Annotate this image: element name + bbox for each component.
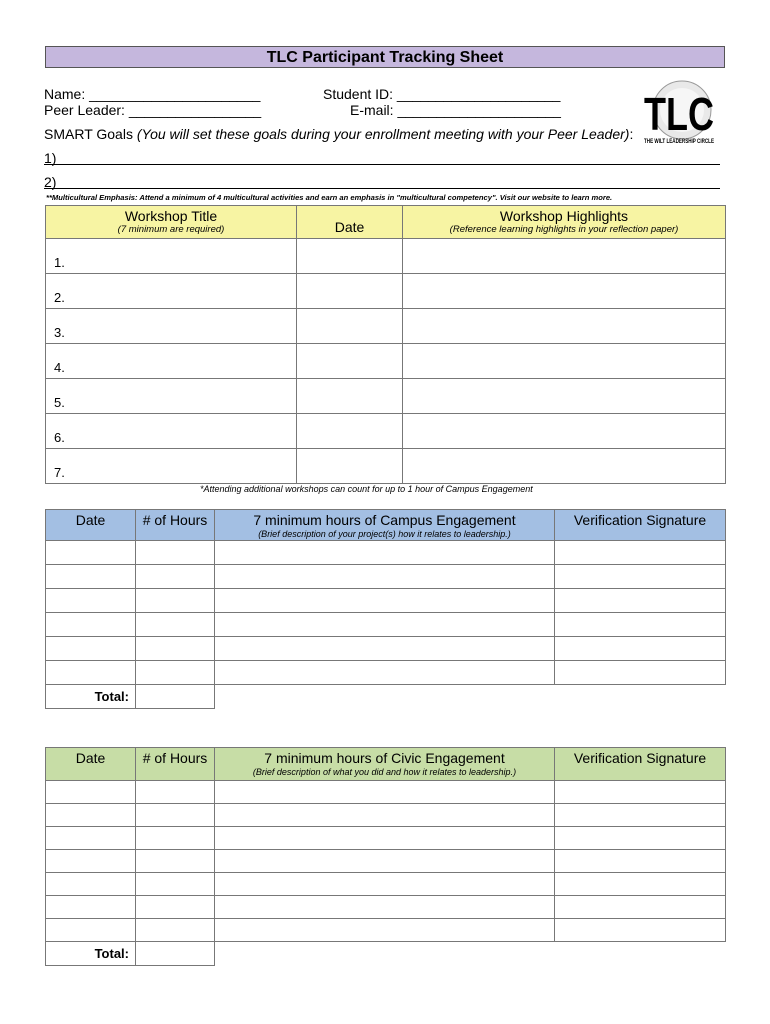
workshop-title-cell[interactable]: 6. (46, 414, 297, 449)
campus-total-spacer (215, 685, 555, 709)
civic-description-header (215, 748, 555, 781)
workshop-date-cell[interactable] (297, 379, 403, 414)
civic-total-hours-cell[interactable] (136, 942, 215, 966)
table-row (46, 781, 726, 804)
civic-signature-cell[interactable] (555, 781, 726, 804)
civic-total-row (46, 942, 726, 966)
campus-hours-cell[interactable] (136, 589, 215, 613)
civic-description-cell[interactable] (215, 804, 555, 827)
campus-date-label: Date (75, 512, 106, 528)
workshop-title-sublabel: (7 minimum are required) (117, 224, 225, 235)
campus-hours-cell[interactable] (136, 613, 215, 637)
civic-hours-cell[interactable] (136, 919, 215, 942)
civic-description-cell[interactable] (215, 850, 555, 873)
workshop-title-cell[interactable]: 1. (46, 239, 297, 274)
table-row (46, 873, 726, 896)
civic-total-spacer (215, 942, 555, 966)
campus-description-cell[interactable] (215, 637, 555, 661)
table-row (46, 239, 726, 274)
workshop-highlights-cell[interactable] (403, 344, 726, 379)
table-row (46, 637, 726, 661)
civic-signature-cell[interactable] (555, 896, 726, 919)
table-row (46, 804, 726, 827)
workshop-title-cell[interactable]: 3. (46, 309, 297, 344)
civic-signature-cell[interactable] (555, 804, 726, 827)
civic-total-spacer (555, 942, 726, 966)
civic-hours-cell[interactable] (136, 804, 215, 827)
civic-signature-header (555, 748, 726, 781)
civic-header-row (46, 748, 726, 781)
campus-date-header (46, 510, 136, 541)
campus-date-cell[interactable] (46, 589, 136, 613)
workshop-highlights-sublabel: (Reference learning highlights in your reflection paper) (449, 224, 679, 235)
campus-hours-cell[interactable] (136, 661, 215, 685)
table-row (46, 344, 726, 379)
campus-total-label: Total: (46, 685, 136, 709)
civic-date-cell[interactable] (46, 919, 136, 942)
workshop-title-header (46, 206, 297, 239)
campus-signature-header (555, 510, 726, 541)
campus-total-spacer (555, 685, 726, 709)
civic-signature-cell[interactable] (555, 919, 726, 942)
campus-total-row (46, 685, 726, 709)
table-row (46, 274, 726, 309)
civic-date-cell[interactable] (46, 781, 136, 804)
table-row (46, 613, 726, 637)
table-row (46, 414, 726, 449)
civic-date-cell[interactable] (46, 896, 136, 919)
civic-date-header (46, 748, 136, 781)
campus-engagement-table (45, 509, 726, 709)
campus-date-cell[interactable] (46, 613, 136, 637)
campus-description-label: 7 minimum hours of Campus Engagement (253, 512, 516, 528)
campus-hours-cell[interactable] (136, 565, 215, 589)
table-row (46, 449, 726, 484)
campus-hours-cell[interactable] (136, 637, 215, 661)
workshop-date-cell[interactable] (297, 449, 403, 484)
workshop-title-cell[interactable]: 5. (46, 379, 297, 414)
table-row (46, 850, 726, 873)
campus-total-hours-cell[interactable] (136, 685, 215, 709)
peer-leader-field[interactable]: Peer Leader: _________________ (44, 102, 262, 118)
student-id-field[interactable]: Student ID: _____________________ (323, 86, 561, 102)
goal-1-line[interactable] (44, 164, 720, 165)
campus-signature-cell[interactable] (555, 613, 726, 637)
civic-description-cell[interactable] (215, 896, 555, 919)
workshop-title-label: Workshop Title (124, 208, 218, 224)
table-row (46, 827, 726, 850)
smart-goals-label (44, 126, 633, 142)
campus-header-row (46, 510, 726, 541)
civic-date-cell[interactable] (46, 873, 136, 896)
workshop-footnote: *Attending additional workshops can count for up to 1 hour of Campus Engagement (200, 484, 533, 494)
campus-signature-cell[interactable] (555, 541, 726, 565)
workshop-title-cell[interactable]: 7. (46, 449, 297, 484)
table-row (46, 919, 726, 942)
table-row (46, 896, 726, 919)
campus-signature-label: Verification Signature (573, 512, 707, 528)
workshop-title-cell[interactable]: 4. (46, 344, 297, 379)
campus-description-sublabel: (Brief description of your project(s) how it relates to leadership.) (258, 529, 511, 539)
civic-hours-cell[interactable] (136, 873, 215, 896)
smart-goals-title: SMART Goals (44, 126, 137, 142)
workshop-highlights-cell[interactable] (403, 449, 726, 484)
campus-date-cell[interactable] (46, 565, 136, 589)
table-row (46, 309, 726, 344)
civic-description-cell[interactable] (215, 827, 555, 850)
page-title: TLC Participant Tracking Sheet (45, 46, 725, 68)
name-field[interactable]: Name: ______________________ (44, 86, 261, 102)
campus-signature-cell[interactable] (555, 589, 726, 613)
civic-signature-label: Verification Signature (573, 750, 707, 766)
workshop-header-row (46, 206, 726, 239)
goal-1-label: 1) (44, 150, 57, 166)
campus-hours-cell[interactable] (136, 541, 215, 565)
tlc-logo-icon (642, 80, 716, 148)
workshop-date-cell[interactable] (297, 414, 403, 449)
workshop-date-label: Date (334, 219, 365, 235)
civic-hours-cell[interactable] (136, 850, 215, 873)
civic-date-cell[interactable] (46, 850, 136, 873)
campus-description-cell[interactable] (215, 613, 555, 637)
table-row (46, 565, 726, 589)
workshop-date-cell[interactable] (297, 274, 403, 309)
workshop-highlights-cell[interactable] (403, 379, 726, 414)
smart-goals-colon: : (629, 126, 634, 142)
workshop-highlights-cell[interactable] (403, 274, 726, 309)
campus-hours-header (136, 510, 215, 541)
civic-hours-cell[interactable] (136, 896, 215, 919)
civic-engagement-table (45, 747, 726, 966)
civic-description-label: 7 minimum hours of Civic Engagement (264, 750, 505, 766)
civic-description-sublabel: (Brief description of what you did and how it relates to leadership.) (252, 767, 517, 777)
workshop-date-cell[interactable] (297, 309, 403, 344)
campus-signature-cell[interactable] (555, 637, 726, 661)
smart-goals-instructions: (You will set these goals during your enrollment meeting with your Peer Leader) (136, 126, 630, 142)
civic-description-cell[interactable] (215, 919, 555, 942)
logo-sub-text: THE WILT LEADERSHIP CIRCLE (644, 139, 714, 145)
table-row (46, 379, 726, 414)
workshop-highlights-cell[interactable] (403, 414, 726, 449)
campus-signature-cell[interactable] (555, 565, 726, 589)
table-row (46, 589, 726, 613)
civic-date-cell[interactable] (46, 804, 136, 827)
email-field[interactable]: E-mail: _____________________ (350, 102, 561, 118)
campus-description-cell[interactable] (215, 661, 555, 685)
goal-2-line[interactable] (44, 188, 720, 189)
civic-date-label: Date (75, 750, 106, 766)
civic-date-cell[interactable] (46, 827, 136, 850)
workshop-title-cell[interactable]: 2. (46, 274, 297, 309)
tlc-logo (642, 80, 716, 148)
campus-signature-cell[interactable] (555, 661, 726, 685)
workshop-highlights-header (403, 206, 726, 239)
workshop-highlights-cell[interactable] (403, 309, 726, 344)
campus-date-cell[interactable] (46, 637, 136, 661)
workshop-date-header (297, 206, 403, 239)
campus-date-cell[interactable] (46, 661, 136, 685)
civic-description-cell[interactable] (215, 781, 555, 804)
civic-hours-cell[interactable] (136, 781, 215, 804)
civic-description-cell[interactable] (215, 873, 555, 896)
civic-total-label: Total: (46, 942, 136, 966)
civic-hours-cell[interactable] (136, 827, 215, 850)
table-row (46, 541, 726, 565)
civic-signature-cell[interactable] (555, 850, 726, 873)
campus-description-header (215, 510, 555, 541)
civic-signature-cell[interactable] (555, 827, 726, 850)
workshop-date-cell[interactable] (297, 344, 403, 379)
campus-date-cell[interactable] (46, 541, 136, 565)
workshop-highlights-cell[interactable] (403, 239, 726, 274)
campus-description-cell[interactable] (215, 565, 555, 589)
goal-2-label: 2) (44, 174, 57, 190)
multicultural-note: **Multicultural Emphasis: Attend a minimum of 4 multicultural activities and earn an emphasis in "multicultural competency". Visit our website to learn more. (46, 193, 613, 202)
campus-description-cell[interactable] (215, 589, 555, 613)
campus-hours-label: # of Hours (142, 512, 208, 528)
civic-hours-label: # of Hours (142, 750, 208, 766)
workshop-table (45, 205, 726, 484)
workshop-date-cell[interactable] (297, 239, 403, 274)
civic-signature-cell[interactable] (555, 873, 726, 896)
logo-main-text: TLC (644, 88, 714, 140)
campus-description-cell[interactable] (215, 541, 555, 565)
civic-hours-header (136, 748, 215, 781)
table-row (46, 661, 726, 685)
workshop-highlights-label: Workshop Highlights (499, 208, 629, 224)
